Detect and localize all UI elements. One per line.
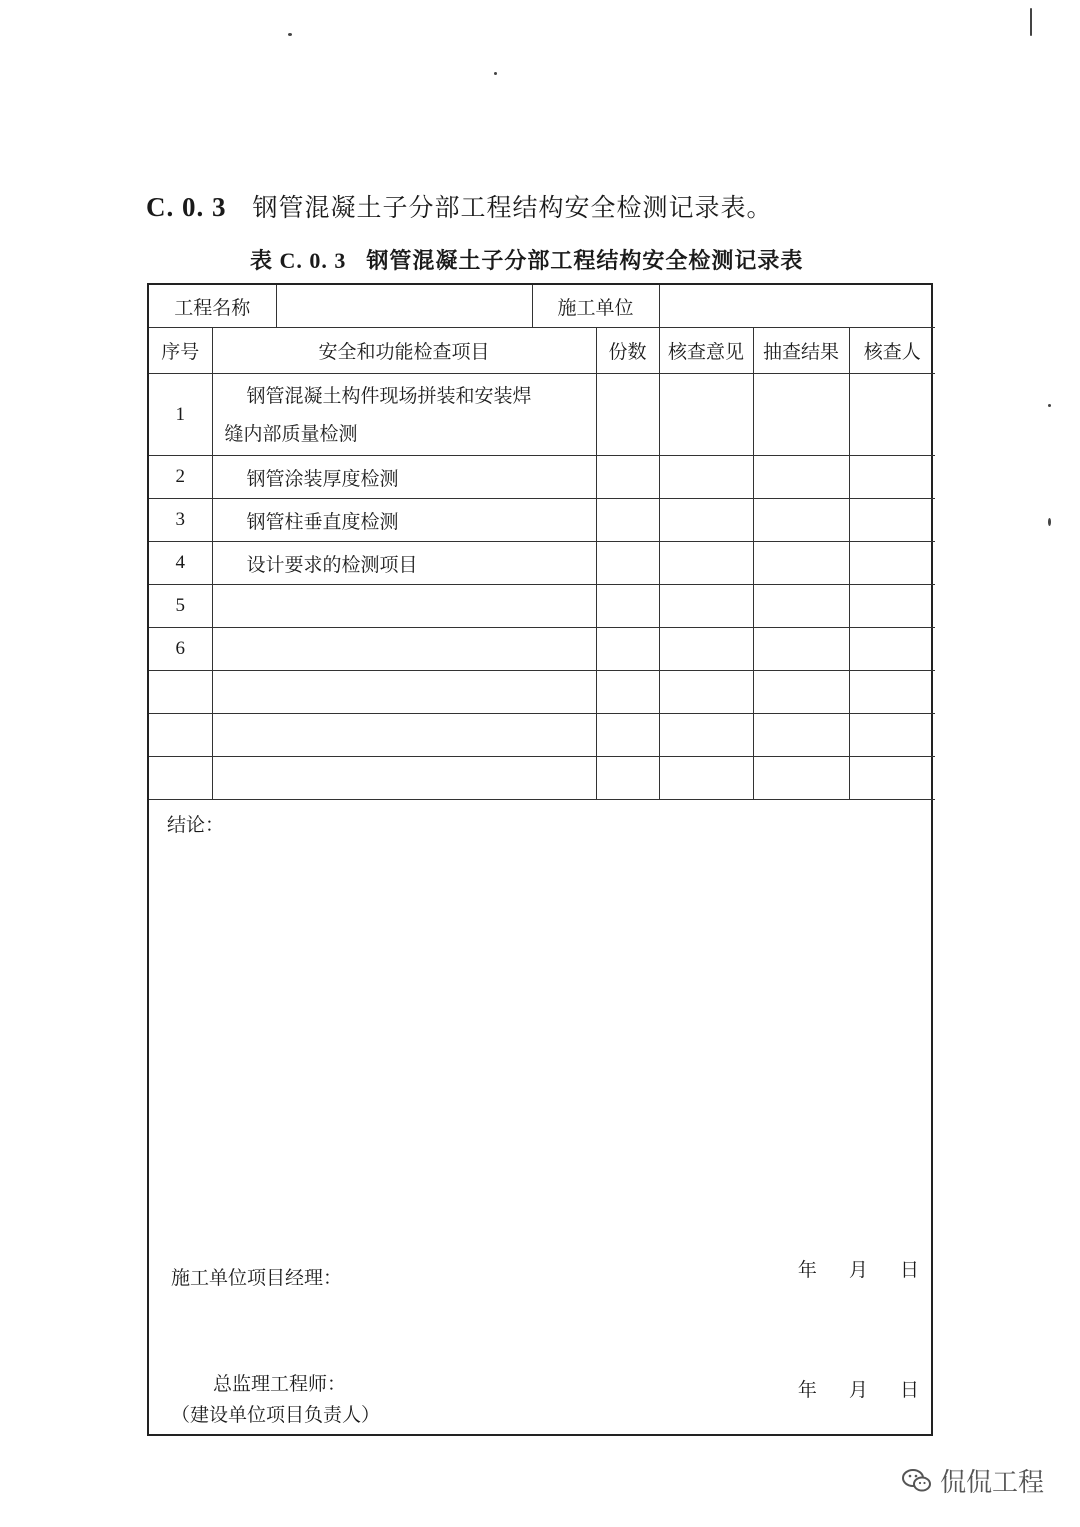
conclusion-area[interactable] [149,798,931,1434]
row-seq [149,714,212,757]
cell-copies[interactable] [596,757,659,800]
conclusion-label: 结论： [167,814,225,836]
cell-checker[interactable] [849,714,935,757]
cell-checker[interactable] [849,374,935,456]
cell-checker[interactable] [849,499,935,542]
row-seq: 4 [149,542,212,585]
contractor-pm-signature [171,1259,919,1290]
row-item: 设计要求的检测项目 [212,542,596,585]
table-row [149,585,935,628]
inspection-form [147,283,933,1436]
table-row [149,542,935,585]
cell-result[interactable] [753,757,849,800]
table-row [149,374,935,456]
date-month: 月 [848,1379,868,1401]
header-checker: 核查人 [849,328,935,374]
row-item[interactable] [212,714,596,757]
header-opinion: 核查意见 [659,328,753,374]
date-year: 年 [797,1259,817,1281]
date-group [772,1375,919,1402]
cell-result[interactable] [753,628,849,671]
header-row [149,328,935,374]
inspection-table [149,285,935,800]
table-number: 表 C. 0. 3 [250,248,347,273]
cell-result[interactable] [753,374,849,456]
row-seq: 2 [149,456,212,499]
contractor-label: 施工单位 [532,285,659,328]
cell-result[interactable] [753,585,849,628]
cell-copies[interactable] [596,499,659,542]
row-item: 钢管柱垂直度检测 [212,499,596,542]
section-number: C. 0. 3 [146,192,227,222]
cell-copies[interactable] [596,585,659,628]
cell-result[interactable] [753,542,849,585]
row-item[interactable] [212,671,596,714]
cell-result[interactable] [753,714,849,757]
table-row [149,714,935,757]
cell-copies[interactable] [596,628,659,671]
wechat-icon [902,1468,932,1494]
row-item[interactable] [212,757,596,800]
table-row [149,456,935,499]
table-row [149,499,935,542]
scan-speck [288,33,292,36]
cell-copies[interactable] [596,714,659,757]
cell-opinion[interactable] [659,456,753,499]
chief-supervisor-label: 总监理工程师： [213,1373,347,1395]
cell-opinion[interactable] [659,585,753,628]
cell-checker[interactable] [849,456,935,499]
row-seq: 1 [149,374,212,456]
cell-checker[interactable] [849,671,935,714]
date-day: 日 [899,1259,919,1281]
owner-rep-label: （建设单位项目负责人） [171,1404,381,1426]
cell-result[interactable] [753,456,849,499]
cell-result[interactable] [753,671,849,714]
row-seq: 5 [149,585,212,628]
contractor-pm-label: 施工单位项目经理： [171,1267,343,1289]
cell-copies[interactable] [596,542,659,585]
header-result: 抽查结果 [753,328,849,374]
watermark [902,1462,1044,1499]
row-item [212,374,596,456]
cell-opinion[interactable] [659,499,753,542]
cell-opinion[interactable] [659,542,753,585]
date-month: 月 [848,1259,868,1281]
header-item: 安全和功能检查项目 [212,328,596,374]
section-title: 钢管混凝土子分部工程结构安全检测记录表。 [252,193,773,222]
date-group [772,1255,919,1282]
cell-opinion[interactable] [659,714,753,757]
project-name-field[interactable] [276,285,532,328]
scan-speck [1048,404,1051,407]
row-seq [149,757,212,800]
table-row [149,671,935,714]
info-row [149,285,935,328]
section-heading [146,188,773,224]
table-row [149,757,935,800]
row-seq [149,671,212,714]
date-day: 日 [899,1379,919,1401]
cell-opinion[interactable] [659,757,753,800]
row-item[interactable] [212,628,596,671]
row-item-line2: 缝内部质量检测 [224,422,358,445]
row-item: 钢管涂装厚度检测 [212,456,596,499]
row-item-line1: 钢管混凝土构件现场拼装和安装焊 [246,384,532,407]
chief-supervisor-signature [171,1369,919,1427]
row-item[interactable] [212,585,596,628]
header-seq: 序号 [149,328,212,374]
cell-checker[interactable] [849,628,935,671]
scan-mark [1030,8,1032,36]
cell-opinion[interactable] [659,671,753,714]
table-title [250,244,803,275]
cell-opinion[interactable] [659,374,753,456]
scan-speck [494,72,497,75]
watermark-text: 侃侃工程 [939,1468,1044,1498]
cell-copies[interactable] [596,374,659,456]
row-seq: 3 [149,499,212,542]
project-name-label: 工程名称 [149,285,276,328]
cell-checker[interactable] [849,757,935,800]
header-copies: 份数 [596,328,659,374]
table-title-text: 钢管混凝土子分部工程结构安全检测记录表 [366,248,804,274]
cell-result[interactable] [753,499,849,542]
contractor-field[interactable] [659,285,935,328]
cell-copies[interactable] [596,671,659,714]
table-row [149,628,935,671]
cell-checker[interactable] [849,542,935,585]
cell-opinion[interactable] [659,628,753,671]
cell-copies[interactable] [596,456,659,499]
scan-speck [1048,518,1051,526]
cell-checker[interactable] [849,585,935,628]
row-seq: 6 [149,628,212,671]
date-year: 年 [797,1379,817,1401]
